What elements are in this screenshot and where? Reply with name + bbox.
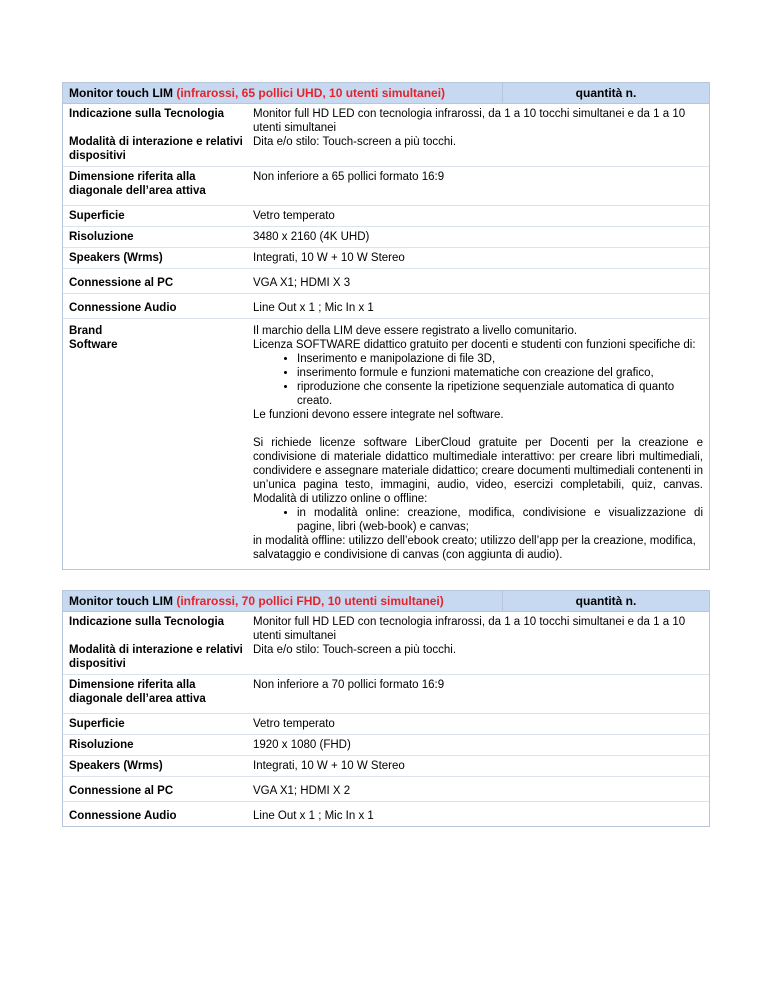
row-label xyxy=(63,612,253,674)
label-brand: Brand xyxy=(69,325,103,337)
table-row xyxy=(63,612,709,675)
table-row xyxy=(63,269,709,294)
label-dimensione: Dimensione riferita alla diagonale dell’area attiva xyxy=(69,171,206,197)
product-title xyxy=(63,591,503,611)
quantity-label: quantità n. xyxy=(575,86,637,100)
value-audio: Line Out x 1 ; Mic In x 1 xyxy=(253,810,374,822)
label-audio: Connessione Audio xyxy=(69,810,177,822)
table-row xyxy=(63,675,709,714)
software-bullets xyxy=(253,352,703,408)
label-tecnologia: Indicazione sulla Tecnologia xyxy=(69,616,225,628)
value-speakers: Integrati, 10 W + 10 W Stereo xyxy=(253,252,405,264)
spec-table-65 xyxy=(62,82,710,570)
value-interazione: Dita e/o stilo: Touch-screen a più tocchi. xyxy=(253,644,457,656)
product-name: Monitor touch LIM xyxy=(69,594,173,608)
row-label xyxy=(63,104,253,166)
label-interazione: Modalità di interazione e relativi dispositivi xyxy=(69,136,243,162)
label-superficie: Superficie xyxy=(69,718,125,730)
label-risoluzione: Risoluzione xyxy=(69,231,134,243)
value-risoluzione: 3480 x 2160 (4K UHD) xyxy=(253,231,370,243)
value-interazione: Dita e/o stilo: Touch-screen a più tocchi. xyxy=(253,136,457,148)
row-value xyxy=(253,104,709,166)
table-row xyxy=(63,319,709,569)
table-row xyxy=(63,294,709,319)
label-tecnologia: Indicazione sulla Tecnologia xyxy=(69,108,225,120)
label-pc: Connessione al PC xyxy=(69,277,174,289)
table-row xyxy=(63,777,709,802)
libercloud-offline: in modalità offline: utilizzo dell’ebook creato; utilizzo dell’app per la creazione, modifica, salvataggio e condivisione di canvas (con aggiunta di audio). xyxy=(253,535,696,561)
software-intro: Licenza SOFTWARE didattico gratuito per docenti e studenti con funzioni specifiche di: xyxy=(253,339,696,351)
value-pc: VGA X1; HDMI X 2 xyxy=(253,785,351,797)
value-superficie: Vetro temperato xyxy=(253,718,335,730)
label-interazione: Modalità di interazione e relativi dispositivi xyxy=(69,644,243,670)
value-tecnologia: Monitor full HD LED con tecnologia infrarossi, da 1 a 10 tocchi simultanei e da 1 a 10 utenti simultanei xyxy=(253,108,686,134)
label-pc: Connessione al PC xyxy=(69,785,174,797)
value-speakers: Integrati, 10 W + 10 W Stereo xyxy=(253,760,405,772)
product-title xyxy=(63,83,503,103)
label-risoluzione: Risoluzione xyxy=(69,739,134,751)
label-superficie: Superficie xyxy=(69,210,125,222)
label-software: Software xyxy=(69,339,118,351)
table-row xyxy=(63,104,709,167)
value-dimensione: Non inferiore a 70 pollici formato 16:9 xyxy=(253,679,445,691)
libercloud-bullets xyxy=(253,506,703,534)
value-tecnologia: Monitor full HD LED con tecnologia infrarossi, da 1 a 10 tocchi simultanei e da 1 a 10 utenti simultanei xyxy=(253,616,686,642)
value-audio: Line Out x 1 ; Mic In x 1 xyxy=(253,302,374,314)
label-dimensione: Dimensione riferita alla diagonale dell’area attiva xyxy=(69,679,206,705)
list-item: • inserimento formule e funzioni matematiche con creazione del grafico, xyxy=(297,366,703,380)
table-row xyxy=(63,735,709,756)
value-risoluzione: 1920 x 1080 (FHD) xyxy=(253,739,351,751)
label-speakers: Speakers (Wrms) xyxy=(69,252,163,264)
table-row xyxy=(63,227,709,248)
table-row xyxy=(63,802,709,826)
product-detail: (infrarossi, 70 pollici FHD, 10 utenti simultanei) xyxy=(176,594,444,608)
value-dimensione: Non inferiore a 65 pollici formato 16:9 xyxy=(253,171,445,183)
libercloud-text: Si richiede licenze software LiberCloud gratuite per Docenti per la creazione e condivisione di materiale didattico multimediale interattivo: per creare libri multimediali, condividere e assegnare materiale didattico; creare documenti multimediali contenenti in un’unica pagina testo, immagini, audio, video, esercizi completabili, quiz, canvas. Modalità di utilizzo online o offline: xyxy=(253,437,703,505)
label-speakers: Speakers (Wrms) xyxy=(69,760,163,772)
spec-table-70 xyxy=(62,590,710,827)
table-row xyxy=(63,167,709,206)
table-row xyxy=(63,714,709,735)
list-item: • in modalità online: creazione, modifica, condivisione e visualizzazione di pagine, libri (web-book) e canvas; xyxy=(297,506,703,534)
value-pc: VGA X1; HDMI X 3 xyxy=(253,277,351,289)
row-value xyxy=(253,321,709,565)
product-detail: (infrarossi, 65 pollici UHD, 10 utenti simultanei) xyxy=(176,86,446,100)
value-brand: Il marchio della LIM deve essere registrato a livello comunitario. xyxy=(253,325,578,337)
row-label xyxy=(63,321,253,565)
list-item: • riproduzione che consente la ripetizione sequenziale automatica di quanto creato. xyxy=(297,380,703,408)
software-outro: Le funzioni devono essere integrate nel software. xyxy=(253,409,504,421)
table-row xyxy=(63,206,709,227)
table-row xyxy=(63,248,709,269)
list-item: • Inserimento e manipolazione di file 3D, xyxy=(297,352,703,366)
product-name: Monitor touch LIM xyxy=(69,86,173,100)
quantity-label: quantità n. xyxy=(575,594,637,608)
document-page xyxy=(62,82,710,847)
table-row xyxy=(63,756,709,777)
row-value xyxy=(253,612,709,674)
table-header xyxy=(63,83,709,104)
table-header xyxy=(63,591,709,612)
value-superficie: Vetro temperato xyxy=(253,210,335,222)
label-audio: Connessione Audio xyxy=(69,302,177,314)
